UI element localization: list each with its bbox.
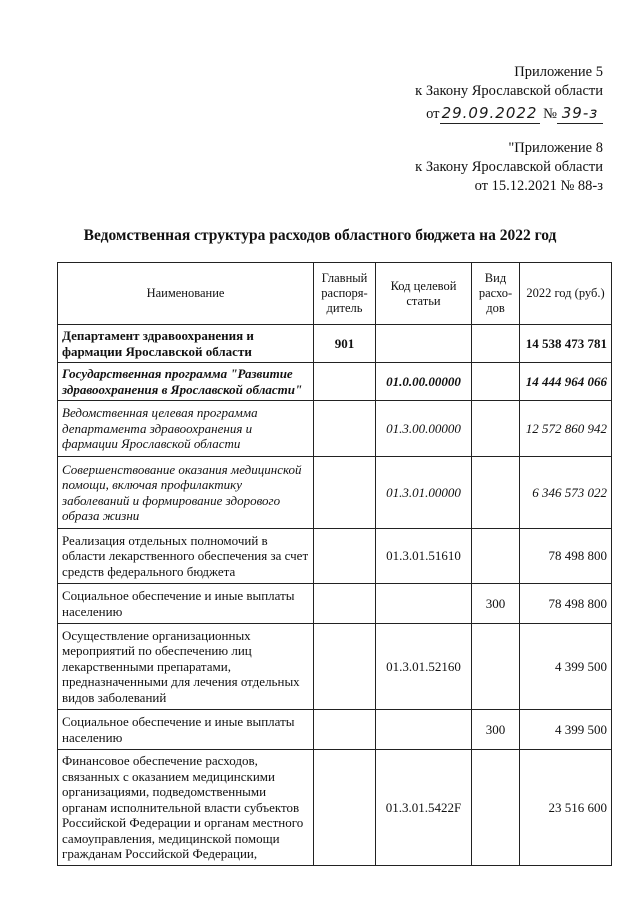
table-row bbox=[58, 529, 612, 584]
table-row bbox=[58, 457, 612, 529]
row-amount: 78 498 800 bbox=[520, 529, 612, 584]
table-header-row bbox=[58, 263, 612, 325]
table-row bbox=[58, 325, 612, 363]
row-code: 01.3.00.00000 bbox=[376, 401, 472, 457]
header-code: Код целевой статьи bbox=[376, 263, 472, 325]
row-type bbox=[472, 325, 520, 363]
row-chief bbox=[314, 750, 376, 866]
row-amount: 78 498 800 bbox=[520, 584, 612, 624]
table-row bbox=[58, 710, 612, 750]
row-chief: 901 bbox=[314, 325, 376, 363]
row-type bbox=[472, 750, 520, 866]
appendix-law: к Закону Ярославской области bbox=[415, 83, 603, 99]
row-type: 300 bbox=[472, 584, 520, 624]
header-name: Наименование bbox=[58, 263, 314, 325]
row-chief bbox=[314, 584, 376, 624]
row-code: 01.3.01.52160 bbox=[376, 624, 472, 710]
row-type bbox=[472, 529, 520, 584]
row-type bbox=[472, 624, 520, 710]
row-name: Реализация отдельных полномочий в области лекарственного обеспечения за счет средств федерального бюджета bbox=[58, 529, 314, 584]
row-amount: 4 399 500 bbox=[520, 710, 612, 750]
handwritten-date: 29.09.2022 bbox=[440, 104, 540, 124]
row-chief bbox=[314, 363, 376, 401]
appendix-date-line bbox=[415, 104, 603, 124]
row-amount: 23 516 600 bbox=[520, 750, 612, 866]
row-type bbox=[472, 401, 520, 457]
table-row bbox=[58, 624, 612, 710]
table-row bbox=[58, 401, 612, 457]
prior-appendix-date: от 15.12.2021 № 88-з bbox=[474, 178, 603, 194]
row-name: Департамент здравоохранения и фармации Ярославской области bbox=[58, 325, 314, 363]
appendix-header bbox=[415, 63, 603, 124]
header-type: Вид расхо-дов bbox=[472, 263, 520, 325]
row-chief bbox=[314, 529, 376, 584]
row-code: 01.3.01.51610 bbox=[376, 529, 472, 584]
row-name: Социальное обеспечение и иные выплаты населению bbox=[58, 710, 314, 750]
row-code bbox=[376, 710, 472, 750]
prior-appendix-header bbox=[415, 139, 603, 196]
row-name: Совершенствование оказания медицинской помощи, включая профилактику заболеваний и формирование здорового образа жизни bbox=[58, 457, 314, 529]
row-name: Социальное обеспечение и иные выплаты населению bbox=[58, 584, 314, 624]
table-row bbox=[58, 363, 612, 401]
document-title: Ведомственная структура расходов областного бюджета на 2022 год bbox=[83, 227, 557, 244]
row-chief bbox=[314, 401, 376, 457]
row-amount: 6 346 573 022 bbox=[520, 457, 612, 529]
row-code bbox=[376, 584, 472, 624]
row-chief bbox=[314, 457, 376, 529]
appendix-number: Приложение 5 bbox=[514, 64, 603, 80]
header-amount: 2022 год (руб.) bbox=[520, 263, 612, 325]
row-amount: 12 572 860 942 bbox=[520, 401, 612, 457]
row-amount: 4 399 500 bbox=[520, 624, 612, 710]
row-type bbox=[472, 363, 520, 401]
handwritten-number: 39-з bbox=[557, 104, 603, 124]
table-row bbox=[58, 750, 612, 866]
budget-table bbox=[57, 262, 612, 866]
row-chief bbox=[314, 710, 376, 750]
row-chief bbox=[314, 624, 376, 710]
row-type bbox=[472, 457, 520, 529]
prior-appendix-number: "Приложение 8 bbox=[508, 140, 603, 156]
row-code bbox=[376, 325, 472, 363]
row-code: 01.3.01.5422F bbox=[376, 750, 472, 866]
row-type: 300 bbox=[472, 710, 520, 750]
row-name: Финансовое обеспечение расходов, связанных с оказанием медицинскими организациями, подведомственными органам исполнительной власти субъектов Российской Федерации и органам местного самоуправления, медицинской помощи гражданам Российской Федерации, bbox=[58, 750, 314, 866]
row-code: 01.0.00.00000 bbox=[376, 363, 472, 401]
prior-appendix-law: к Закону Ярославской области bbox=[415, 159, 603, 175]
row-name: Осуществление организационных мероприятий по обеспечению лиц лекарственными препаратами, предназначенными для лечения отдельных видов заболеваний bbox=[58, 624, 314, 710]
row-amount: 14 444 964 066 bbox=[520, 363, 612, 401]
table-row bbox=[58, 584, 612, 624]
row-name: Государственная программа "Развитие здравоохранения в Ярославской области" bbox=[58, 363, 314, 401]
row-name: Ведомственная целевая программа департамента здравоохранения и фармации Ярославской области bbox=[58, 401, 314, 457]
row-code: 01.3.01.00000 bbox=[376, 457, 472, 529]
row-amount: 14 538 473 781 bbox=[520, 325, 612, 363]
header-chief: Главный распоря-дитель bbox=[314, 263, 376, 325]
number-prefix: № bbox=[543, 106, 557, 122]
date-prefix: от bbox=[426, 106, 440, 122]
